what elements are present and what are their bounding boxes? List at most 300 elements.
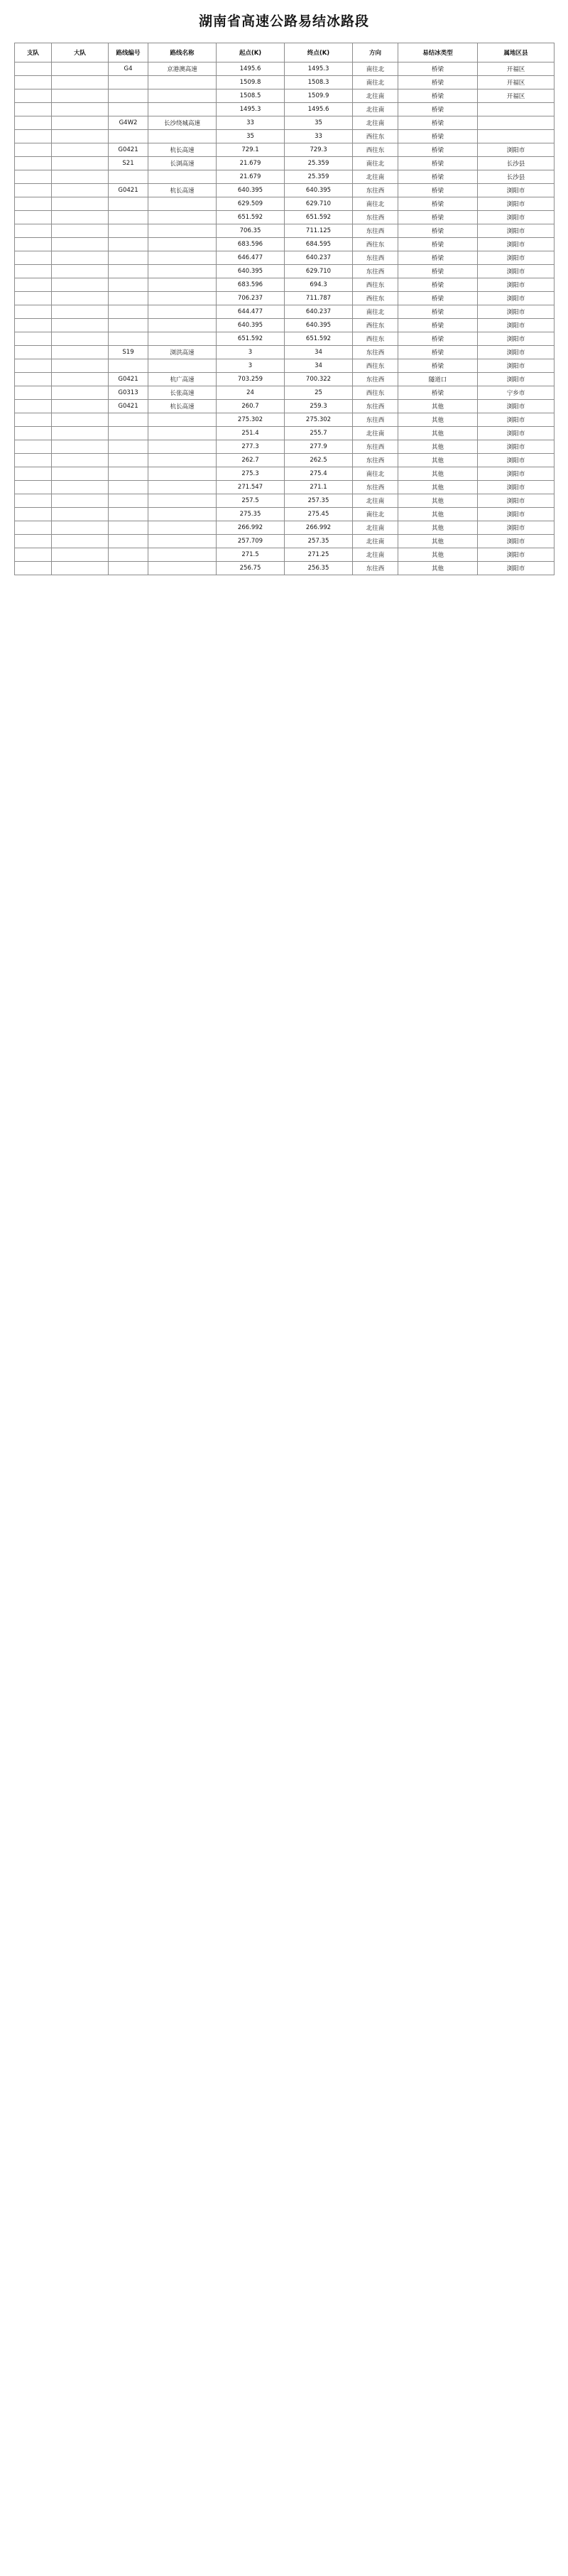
cell-zhidui	[15, 103, 52, 116]
header-dadui: 大队	[52, 43, 109, 63]
cell-start: 683.596	[217, 278, 285, 292]
cell-start: 651.592	[217, 332, 285, 346]
cell-direction: 西往东	[353, 386, 398, 400]
cell-start: 271.547	[217, 481, 285, 494]
cell-county: 浏阳市	[478, 292, 555, 305]
cell-direction: 南往北	[353, 305, 398, 319]
cell-zhidui	[15, 224, 52, 238]
cell-dadui	[52, 238, 109, 251]
cell-type: 其他	[398, 508, 478, 521]
cell-route-no	[109, 265, 148, 278]
cell-type: 其他	[398, 427, 478, 440]
cell-dadui	[52, 386, 109, 400]
cell-county: 浏阳市	[478, 224, 555, 238]
cell-direction: 东往西	[353, 211, 398, 224]
cell-dadui	[52, 184, 109, 197]
table-row	[15, 481, 555, 494]
table-row	[15, 157, 555, 170]
cell-start: 275.3	[217, 467, 285, 481]
cell-end: 257.35	[285, 494, 353, 508]
cell-dadui	[52, 292, 109, 305]
cell-county: 浏阳市	[478, 467, 555, 481]
cell-end: 25.359	[285, 170, 353, 184]
cell-route-no	[109, 211, 148, 224]
cell-dadui	[52, 400, 109, 413]
cell-type: 其他	[398, 400, 478, 413]
cell-end: 255.7	[285, 427, 353, 440]
cell-dadui	[52, 116, 109, 130]
cell-route-name	[148, 211, 217, 224]
cell-route-no: G0421	[109, 143, 148, 157]
cell-route-no	[109, 548, 148, 562]
cell-direction: 东往西	[353, 373, 398, 386]
cell-route-no: S19	[109, 346, 148, 359]
cell-route-name	[148, 467, 217, 481]
cell-route-name: 浏洪高速	[148, 346, 217, 359]
cell-county: 浏阳市	[478, 211, 555, 224]
cell-route-no	[109, 508, 148, 521]
cell-end: 256.35	[285, 562, 353, 575]
table-row	[15, 440, 555, 454]
cell-dadui	[52, 481, 109, 494]
cell-start: 3	[217, 359, 285, 373]
cell-start: 266.992	[217, 521, 285, 535]
cell-route-name	[148, 170, 217, 184]
cell-direction: 东往西	[353, 224, 398, 238]
cell-dadui	[52, 454, 109, 467]
cell-dadui	[52, 251, 109, 265]
cell-route-name	[148, 508, 217, 521]
cell-end: 271.1	[285, 481, 353, 494]
cell-county: 开福区	[478, 76, 555, 89]
cell-start: 33	[217, 116, 285, 130]
cell-zhidui	[15, 454, 52, 467]
cell-start: 256.75	[217, 562, 285, 575]
cell-route-no	[109, 440, 148, 454]
cell-route-name	[148, 130, 217, 143]
cell-direction: 东往西	[353, 265, 398, 278]
cell-start: 1495.6	[217, 63, 285, 76]
cell-county: 浏阳市	[478, 494, 555, 508]
cell-zhidui	[15, 521, 52, 535]
cell-zhidui	[15, 359, 52, 373]
cell-county: 浏阳市	[478, 481, 555, 494]
cell-type: 桥梁	[398, 386, 478, 400]
cell-direction: 东往西	[353, 346, 398, 359]
cell-start: 271.5	[217, 548, 285, 562]
cell-route-name	[148, 454, 217, 467]
cell-zhidui	[15, 143, 52, 157]
cell-dadui	[52, 63, 109, 76]
cell-end: 275.4	[285, 467, 353, 481]
cell-end: 262.5	[285, 454, 353, 467]
cell-zhidui	[15, 265, 52, 278]
table-row	[15, 413, 555, 427]
cell-direction: 北往南	[353, 89, 398, 103]
cell-direction: 北往南	[353, 494, 398, 508]
table-row	[15, 454, 555, 467]
cell-zhidui	[15, 481, 52, 494]
cell-zhidui	[15, 292, 52, 305]
cell-route-name: 长沙绕城高速	[148, 116, 217, 130]
cell-type: 隧道口	[398, 373, 478, 386]
cell-start: 257.709	[217, 535, 285, 548]
cell-zhidui	[15, 76, 52, 89]
cell-route-no	[109, 521, 148, 535]
cell-direction: 北往南	[353, 103, 398, 116]
cell-route-no	[109, 76, 148, 89]
cell-zhidui	[15, 440, 52, 454]
cell-start: 640.395	[217, 184, 285, 197]
cell-dadui	[52, 359, 109, 373]
cell-route-name: 长浏高速	[148, 157, 217, 170]
cell-end: 277.9	[285, 440, 353, 454]
table-row	[15, 224, 555, 238]
cell-county: 浏阳市	[478, 251, 555, 265]
cell-dadui	[52, 130, 109, 143]
table-row	[15, 373, 555, 386]
cell-route-name	[148, 562, 217, 575]
cell-direction: 西往东	[353, 278, 398, 292]
cell-end: 275.302	[285, 413, 353, 427]
table-row	[15, 346, 555, 359]
cell-county: 浏阳市	[478, 184, 555, 197]
cell-route-name	[148, 332, 217, 346]
cell-route-name	[148, 76, 217, 89]
cell-end: 640.237	[285, 251, 353, 265]
table-row	[15, 562, 555, 575]
cell-type: 桥梁	[398, 359, 478, 373]
table-row	[15, 467, 555, 481]
cell-start: 640.395	[217, 265, 285, 278]
cell-start: 729.1	[217, 143, 285, 157]
cell-route-no: G0421	[109, 373, 148, 386]
cell-end: 640.237	[285, 305, 353, 319]
cell-type: 桥梁	[398, 197, 478, 211]
cell-county: 浏阳市	[478, 359, 555, 373]
cell-route-no	[109, 103, 148, 116]
table-row	[15, 211, 555, 224]
cell-start: 21.679	[217, 157, 285, 170]
cell-county: 浏阳市	[478, 508, 555, 521]
cell-end: 33	[285, 130, 353, 143]
header-direction: 方向	[353, 43, 398, 63]
cell-dadui	[52, 319, 109, 332]
table-row	[15, 521, 555, 535]
cell-zhidui	[15, 130, 52, 143]
cell-route-no	[109, 454, 148, 467]
cell-route-no	[109, 413, 148, 427]
cell-route-no	[109, 278, 148, 292]
cell-route-name	[148, 305, 217, 319]
cell-county: 浏阳市	[478, 440, 555, 454]
cell-route-name	[148, 103, 217, 116]
cell-end: 1495.6	[285, 103, 353, 116]
table-row	[15, 508, 555, 521]
cell-type: 桥梁	[398, 143, 478, 157]
table-row	[15, 103, 555, 116]
cell-start: 640.395	[217, 319, 285, 332]
cell-route-name	[148, 427, 217, 440]
cell-end: 651.592	[285, 211, 353, 224]
cell-county: 浏阳市	[478, 400, 555, 413]
cell-route-no	[109, 130, 148, 143]
header-end: 终点(K)	[285, 43, 353, 63]
header-county: 属地区县	[478, 43, 555, 63]
cell-end: 259.3	[285, 400, 353, 413]
cell-county: 浏阳市	[478, 373, 555, 386]
cell-county: 浏阳市	[478, 238, 555, 251]
cell-zhidui	[15, 494, 52, 508]
cell-dadui	[52, 197, 109, 211]
cell-start: 1508.5	[217, 89, 285, 103]
cell-dadui	[52, 346, 109, 359]
cell-route-name: 杭长高速	[148, 400, 217, 413]
cell-zhidui	[15, 211, 52, 224]
cell-route-no	[109, 319, 148, 332]
cell-direction: 南往北	[353, 508, 398, 521]
cell-direction: 西往东	[353, 332, 398, 346]
cell-route-name: 京港澳高速	[148, 63, 217, 76]
cell-route-no: S21	[109, 157, 148, 170]
cell-start: 262.7	[217, 454, 285, 467]
cell-zhidui	[15, 467, 52, 481]
cell-route-name	[148, 413, 217, 427]
cell-end: 1509.9	[285, 89, 353, 103]
table-row	[15, 170, 555, 184]
cell-type: 桥梁	[398, 292, 478, 305]
cell-zhidui	[15, 346, 52, 359]
cell-county: 浏阳市	[478, 521, 555, 535]
cell-type: 桥梁	[398, 130, 478, 143]
cell-direction: 北往南	[353, 535, 398, 548]
cell-county: 长沙县	[478, 170, 555, 184]
cell-county: 浏阳市	[478, 454, 555, 467]
cell-direction: 东往西	[353, 481, 398, 494]
cell-county: 开福区	[478, 63, 555, 76]
cell-type: 桥梁	[398, 278, 478, 292]
cell-dadui	[52, 305, 109, 319]
cell-type: 桥梁	[398, 251, 478, 265]
cell-direction: 西往东	[353, 359, 398, 373]
cell-direction: 北往南	[353, 170, 398, 184]
cell-type: 桥梁	[398, 265, 478, 278]
cell-direction: 南往北	[353, 76, 398, 89]
cell-route-no	[109, 292, 148, 305]
cell-type: 其他	[398, 494, 478, 508]
cell-route-no	[109, 562, 148, 575]
cell-start: 3	[217, 346, 285, 359]
cell-direction: 西往东	[353, 130, 398, 143]
cell-route-no	[109, 359, 148, 373]
cell-end: 640.395	[285, 184, 353, 197]
cell-route-no	[109, 170, 148, 184]
cell-start: 260.7	[217, 400, 285, 413]
cell-route-no: G0421	[109, 184, 148, 197]
table-row	[15, 359, 555, 373]
cell-county	[478, 130, 555, 143]
cell-route-name	[148, 359, 217, 373]
table-header-row	[15, 43, 555, 63]
cell-dadui	[52, 143, 109, 157]
cell-start: 24	[217, 386, 285, 400]
table-row	[15, 400, 555, 413]
cell-route-name: 长张高速	[148, 386, 217, 400]
cell-dadui	[52, 535, 109, 548]
cell-dadui	[52, 562, 109, 575]
cell-start: 251.4	[217, 427, 285, 440]
cell-zhidui	[15, 427, 52, 440]
cell-county: 浏阳市	[478, 278, 555, 292]
cell-county	[478, 103, 555, 116]
cell-dadui	[52, 265, 109, 278]
cell-type: 桥梁	[398, 157, 478, 170]
cell-direction: 北往南	[353, 427, 398, 440]
cell-route-no	[109, 305, 148, 319]
cell-county: 浏阳市	[478, 535, 555, 548]
cell-zhidui	[15, 373, 52, 386]
cell-type: 桥梁	[398, 170, 478, 184]
cell-direction: 东往西	[353, 251, 398, 265]
cell-end: 629.710	[285, 265, 353, 278]
cell-county: 浏阳市	[478, 197, 555, 211]
cell-route-name	[148, 521, 217, 535]
cell-zhidui	[15, 535, 52, 548]
cell-dadui	[52, 427, 109, 440]
cell-direction: 东往西	[353, 400, 398, 413]
header-zhidui: 支队	[15, 43, 52, 63]
cell-dadui	[52, 494, 109, 508]
cell-end: 651.592	[285, 332, 353, 346]
cell-route-name	[148, 481, 217, 494]
cell-route-no	[109, 481, 148, 494]
cell-zhidui	[15, 319, 52, 332]
table-row	[15, 332, 555, 346]
cell-start: 706.237	[217, 292, 285, 305]
cell-route-no: G0313	[109, 386, 148, 400]
cell-route-name	[148, 535, 217, 548]
cell-direction: 西往东	[353, 143, 398, 157]
cell-end: 700.322	[285, 373, 353, 386]
table-row	[15, 292, 555, 305]
cell-type: 其他	[398, 481, 478, 494]
cell-zhidui	[15, 400, 52, 413]
cell-type: 其他	[398, 535, 478, 548]
cell-direction: 东往西	[353, 413, 398, 427]
cell-route-no	[109, 89, 148, 103]
cell-start: 651.592	[217, 211, 285, 224]
cell-county: 长沙县	[478, 157, 555, 170]
cell-type: 桥梁	[398, 224, 478, 238]
cell-route-no	[109, 494, 148, 508]
cell-type: 其他	[398, 562, 478, 575]
cell-direction: 北往南	[353, 116, 398, 130]
cell-county	[478, 116, 555, 130]
cell-start: 706.35	[217, 224, 285, 238]
table-row	[15, 116, 555, 130]
cell-type: 其他	[398, 521, 478, 535]
table-row	[15, 319, 555, 332]
table-row	[15, 130, 555, 143]
cell-route-name	[148, 265, 217, 278]
cell-county: 浏阳市	[478, 143, 555, 157]
cell-start: 275.35	[217, 508, 285, 521]
cell-direction: 西往东	[353, 238, 398, 251]
cell-dadui	[52, 224, 109, 238]
cell-route-no	[109, 251, 148, 265]
cell-end: 257.35	[285, 535, 353, 548]
cell-direction: 东往西	[353, 454, 398, 467]
cell-end: 271.25	[285, 548, 353, 562]
cell-dadui	[52, 467, 109, 481]
cell-end: 25	[285, 386, 353, 400]
cell-dadui	[52, 157, 109, 170]
cell-route-no	[109, 224, 148, 238]
cell-end: 275.45	[285, 508, 353, 521]
cell-county: 浏阳市	[478, 548, 555, 562]
cell-dadui	[52, 278, 109, 292]
cell-end: 694.3	[285, 278, 353, 292]
cell-county: 浏阳市	[478, 413, 555, 427]
cell-dadui	[52, 103, 109, 116]
cell-route-name	[148, 278, 217, 292]
cell-type: 桥梁	[398, 238, 478, 251]
cell-end: 25.359	[285, 157, 353, 170]
cell-start: 629.509	[217, 197, 285, 211]
cell-direction: 南往北	[353, 157, 398, 170]
cell-zhidui	[15, 238, 52, 251]
cell-start: 644.477	[217, 305, 285, 319]
cell-end: 711.125	[285, 224, 353, 238]
cell-start: 257.5	[217, 494, 285, 508]
cell-type: 桥梁	[398, 103, 478, 116]
table-row	[15, 278, 555, 292]
cell-zhidui	[15, 184, 52, 197]
cell-route-name	[148, 238, 217, 251]
cell-start: 35	[217, 130, 285, 143]
cell-direction: 东往西	[353, 440, 398, 454]
cell-dadui	[52, 76, 109, 89]
cell-start: 1495.3	[217, 103, 285, 116]
header-route-name: 路线名称	[148, 43, 217, 63]
cell-route-no	[109, 238, 148, 251]
cell-type: 其他	[398, 548, 478, 562]
cell-county: 浏阳市	[478, 332, 555, 346]
cell-type: 桥梁	[398, 332, 478, 346]
cell-type: 桥梁	[398, 76, 478, 89]
cell-route-name	[148, 251, 217, 265]
cell-zhidui	[15, 251, 52, 265]
cell-end: 684.595	[285, 238, 353, 251]
cell-dadui	[52, 211, 109, 224]
header-start: 起点(K)	[217, 43, 285, 63]
cell-start: 275.302	[217, 413, 285, 427]
cell-route-name: 杭长高速	[148, 184, 217, 197]
cell-start: 646.477	[217, 251, 285, 265]
cell-zhidui	[15, 332, 52, 346]
table-row	[15, 305, 555, 319]
page-title: 湖南省高速公路易结冰路段	[198, 13, 369, 29]
cell-type: 桥梁	[398, 63, 478, 76]
cell-route-name: 杭广高速	[148, 373, 217, 386]
cell-county: 开福区	[478, 89, 555, 103]
cell-start: 703.259	[217, 373, 285, 386]
cell-zhidui	[15, 197, 52, 211]
cell-zhidui	[15, 157, 52, 170]
icy-road-table	[14, 43, 555, 575]
cell-start: 21.679	[217, 170, 285, 184]
cell-route-no	[109, 197, 148, 211]
